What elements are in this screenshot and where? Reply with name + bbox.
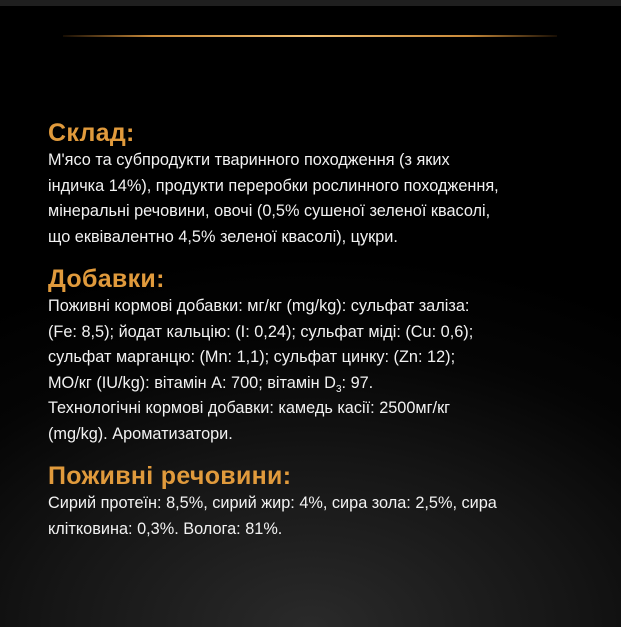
nutrients-heading: Поживні речовини: [48, 462, 292, 490]
top-strip [0, 0, 621, 6]
additives-line: Технологічні кормові добавки: камедь касії: 2500мг/кг [48, 399, 451, 417]
additives-heading: Добавки: [48, 265, 165, 293]
composition-line: мінеральні речовини, овочі (0,5% сушеної зеленої квасолі, [48, 202, 491, 220]
nutrients-text [48, 491, 593, 542]
vitamin-value: : 97. [341, 373, 374, 392]
nutrients-line: клітковина: 0,3%. Волога: 81%. [48, 519, 283, 538]
vitamin-subscript: 3 [335, 383, 342, 395]
ingredients-content [48, 118, 593, 556]
vitamin-text: МО/кг (IU/kg): вітамін А: 700; вітамін D [48, 373, 336, 392]
nutrients-line: Сирий протеїн: 8,5%, сирий жир: 4%, сира зола: 2,5%, сира [48, 494, 497, 512]
composition-section [48, 118, 593, 250]
composition-text [48, 148, 593, 250]
additives-line: (mg/kg). Ароматизатори. [48, 424, 233, 443]
gold-divider-line [63, 35, 557, 37]
composition-line: М'ясо та субпродукти тваринного походження (з яких [48, 151, 450, 169]
additives-line: Поживні кормові добавки: мг/кг (mg/kg): сульфат заліза: [48, 297, 470, 315]
composition-line: що еквівалентно 4,5% зеленої квасолі), цукри. [48, 227, 398, 246]
nutrients-section [48, 461, 593, 542]
additives-section [48, 264, 593, 447]
composition-heading: Склад: [48, 119, 135, 147]
vitamin-line [48, 373, 374, 395]
additives-text [48, 294, 593, 447]
additives-line: (Fe: 8,5); йодат кальцію: (I: 0,24); сульфат міді: (Cu: 0,6); [48, 322, 474, 341]
additives-line: сульфат марганцю: (Mn: 1,1); сульфат цинку: (Zn: 12); [48, 348, 456, 366]
composition-line: індичка 14%), продукти переробки рослинного походження, [48, 176, 499, 195]
